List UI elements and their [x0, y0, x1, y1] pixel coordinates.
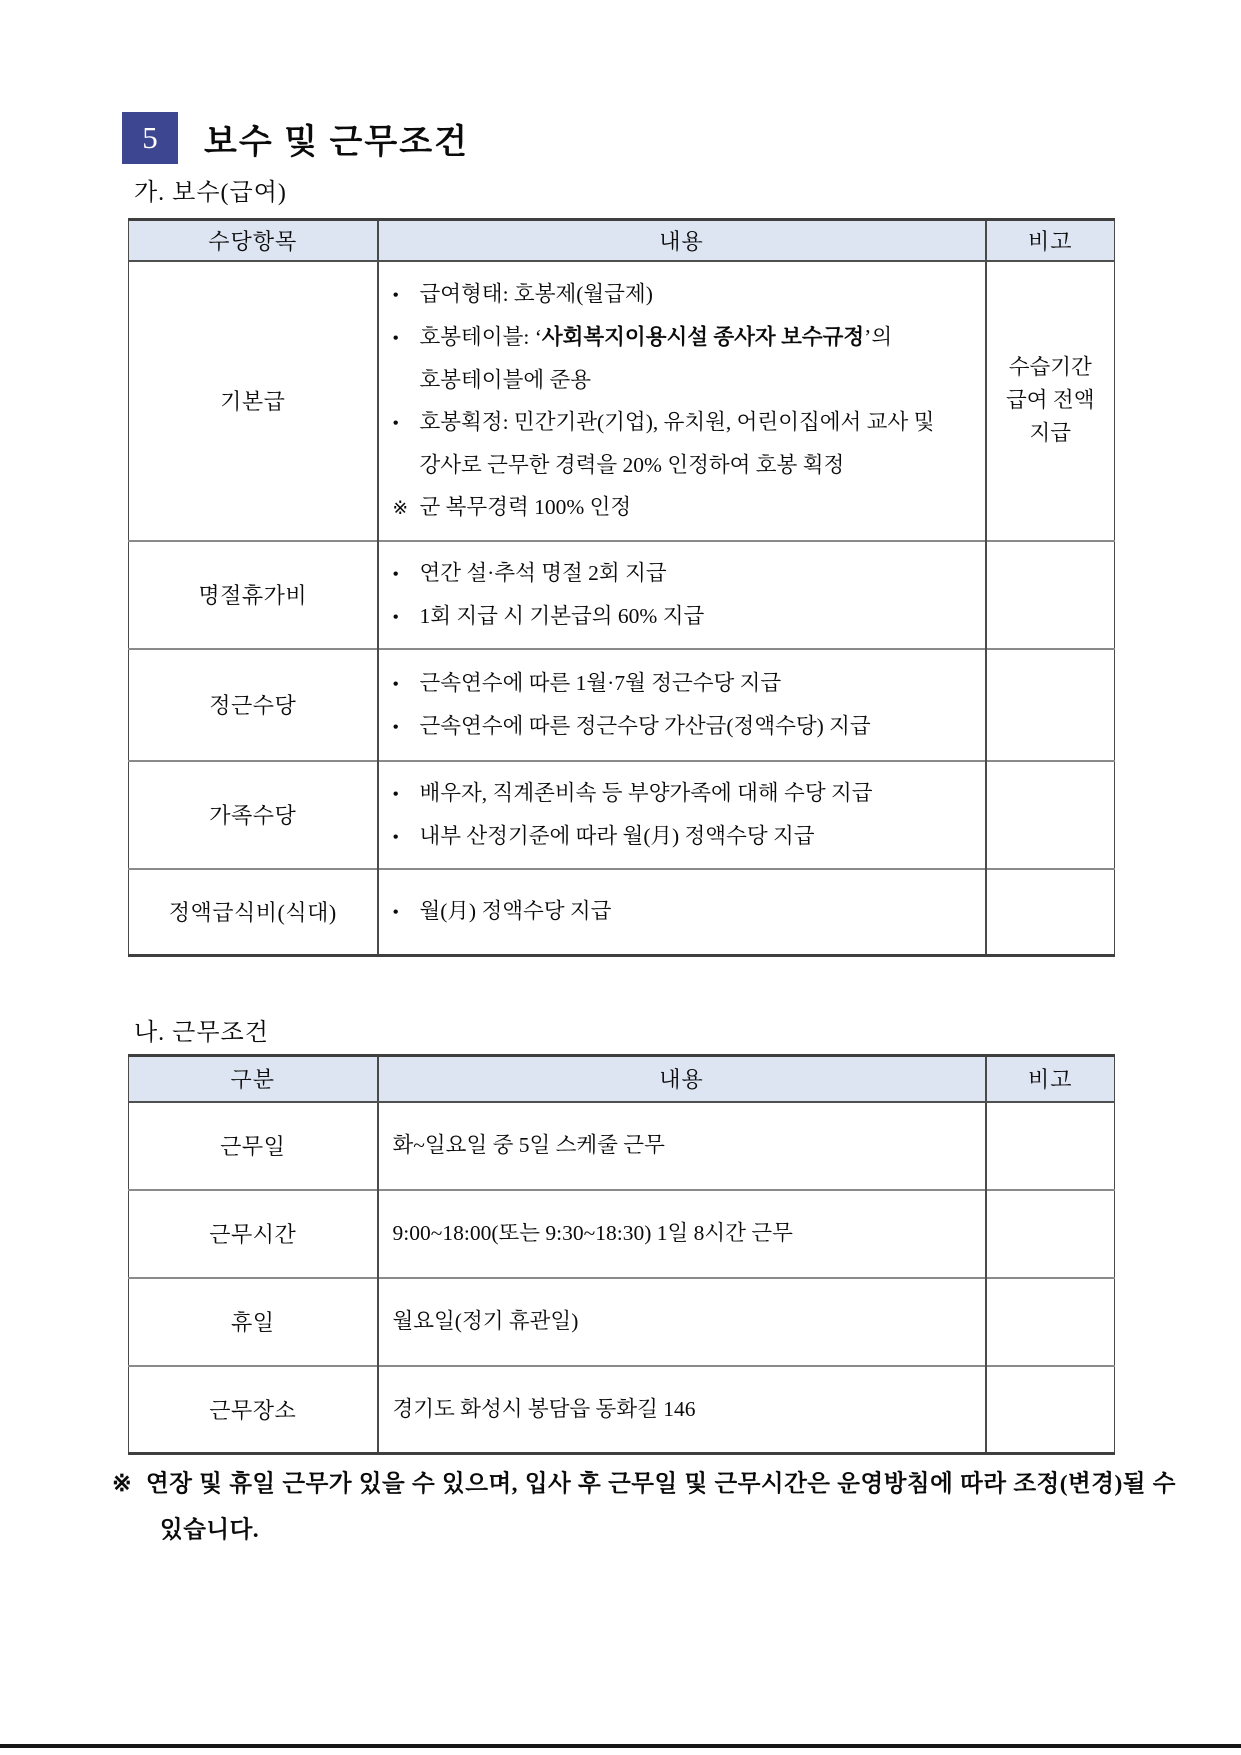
allowance-content — [378, 261, 986, 541]
allowance-note — [986, 869, 1115, 956]
pay-table-header-note: 비고 — [986, 220, 1115, 261]
bullet-line — [393, 705, 977, 748]
bullet-text: ’의 호봉테이블에 준용 — [419, 324, 893, 392]
allowance-note: 수습기간 급여 전액 지급 — [986, 261, 1115, 541]
note-marker: ※ — [112, 1471, 133, 1497]
bullet-text: 호봉테이블: ‘ — [419, 324, 542, 349]
bullet-line — [393, 273, 977, 316]
bullet-marker: • — [392, 412, 399, 433]
note-marker: ※ — [392, 497, 408, 518]
bullet-text: 근속연수에 따른 정근수당 가산금(정액수당) 지급 — [419, 713, 871, 738]
bullet-marker: • — [392, 284, 399, 305]
pay-table — [128, 218, 1115, 957]
allowance-content — [378, 869, 986, 956]
allowance-name: 명절휴가비 — [129, 541, 378, 649]
allowance-content — [378, 761, 986, 869]
allowance-name: 정액급식비(식대) — [129, 869, 378, 956]
bullet-line — [393, 815, 977, 858]
bullet-marker: • — [392, 716, 399, 737]
bullet-text-bold: 사회복지이용시설 종사자 보수규정 — [541, 324, 865, 349]
condition-content: 경기도 화성시 봉담읍 동화길 146 — [378, 1366, 986, 1454]
allowance-note — [986, 761, 1115, 869]
work-table-header-row — [129, 1056, 1115, 1102]
bullet-marker: • — [392, 902, 399, 923]
bullet-text: 근속연수에 따른 1월·7월 정근수당 지급 — [419, 670, 782, 695]
pay-table-row-service-allowance — [129, 649, 1115, 761]
work-table-row-workdays — [129, 1102, 1115, 1190]
subsection-a-label: 가. 보수(급여) — [134, 180, 287, 206]
pay-table-row-basic-pay — [129, 261, 1115, 541]
allowance-name: 정근수당 — [129, 649, 378, 761]
bullet-text: 연간 설·추석 명절 2회 지급 — [419, 560, 667, 585]
section-header — [122, 112, 469, 164]
allowance-name: 기본급 — [220, 389, 286, 414]
bullet-line — [393, 772, 977, 815]
condition-note — [986, 1102, 1115, 1190]
work-table-header-item: 구분 — [129, 1056, 378, 1102]
bullet-marker: • — [392, 783, 399, 804]
bullet-marker: • — [392, 826, 399, 847]
condition-note — [986, 1190, 1115, 1278]
subsection-b-label: 나. 근무조건 — [134, 1020, 269, 1046]
allowance-content — [378, 541, 986, 649]
pay-table-row-family-allowance — [129, 761, 1115, 869]
bullet-text: 내부 산정기준에 따라 월(月) 정액수당 지급 — [419, 823, 815, 848]
work-table-header-content: 내용 — [378, 1056, 986, 1102]
bullet-text: 배우자, 직계존비속 등 부양가족에 대해 수당 지급 — [419, 780, 873, 805]
condition-name: 근무일 — [220, 1134, 286, 1159]
bullet-line — [393, 486, 977, 529]
bullet-text: 호봉획정: 민간기관(기업), 유치원, 어린이집에서 교사 및 강사로 근무한 경력을 20% 인정하여 호봉 획정 — [419, 409, 935, 477]
bullet-line — [393, 316, 977, 401]
pay-table-header-content: 내용 — [378, 220, 986, 261]
footnote-text: 연장 및 휴일 근무가 있을 수 있으며, 입사 후 근무일 및 근무시간은 운영방침에 따라 조정(변경)될 수 있습니다. — [146, 1471, 1176, 1543]
bullet-line — [393, 595, 977, 638]
bullet-line — [393, 890, 977, 933]
condition-name: 휴일 — [129, 1278, 378, 1366]
allowance-content — [378, 649, 986, 761]
pay-table-header-row — [129, 220, 1115, 261]
bullet-text: 1회 지급 시 기본급의 60% 지급 — [419, 603, 705, 628]
condition-note — [986, 1278, 1115, 1366]
section-number-badge: 5 — [122, 112, 178, 164]
footnote — [112, 1462, 1176, 1554]
work-table-header-note: 비고 — [986, 1056, 1115, 1102]
bullet-marker: • — [392, 606, 399, 627]
work-conditions-table — [128, 1054, 1115, 1455]
condition-content: 9:00~18:00(또는 9:30~18:30) 1일 8시간 근무 — [378, 1190, 986, 1278]
work-table-row-holiday — [129, 1278, 1115, 1366]
condition-content: 화~일요일 중 5일 스케줄 근무 — [378, 1102, 986, 1190]
bullet-marker: • — [392, 327, 399, 348]
condition-name: 근무시간 — [129, 1190, 378, 1278]
condition-name: 근무장소 — [129, 1366, 378, 1454]
work-table-row-workhours — [129, 1190, 1115, 1278]
bullet-marker: • — [392, 673, 399, 694]
bullet-text: 군 복무경력 100% 인정 — [419, 494, 632, 519]
allowance-note — [986, 541, 1115, 649]
bullet-text: 월(月) 정액수당 지급 — [419, 899, 612, 924]
pay-table-row-meal-allowance — [129, 869, 1115, 956]
allowance-name: 가족수당 — [129, 761, 378, 869]
pay-table-row-holiday-bonus — [129, 541, 1115, 649]
bullet-line — [393, 662, 977, 705]
work-table-row-workplace — [129, 1366, 1115, 1454]
page-bottom-edge — [0, 1744, 1241, 1748]
bullet-marker: • — [392, 563, 399, 584]
pay-table-header-item: 수당항목 — [129, 220, 378, 261]
bullet-line — [393, 552, 977, 595]
condition-note — [986, 1366, 1115, 1454]
condition-content: 월요일(정기 휴관일) — [378, 1278, 986, 1366]
bullet-text: 급여형태: 호봉제(월급제) — [419, 281, 653, 306]
bullet-line — [393, 401, 977, 486]
section-title: 보수 및 근무조건 — [204, 123, 469, 161]
allowance-note — [986, 649, 1115, 761]
